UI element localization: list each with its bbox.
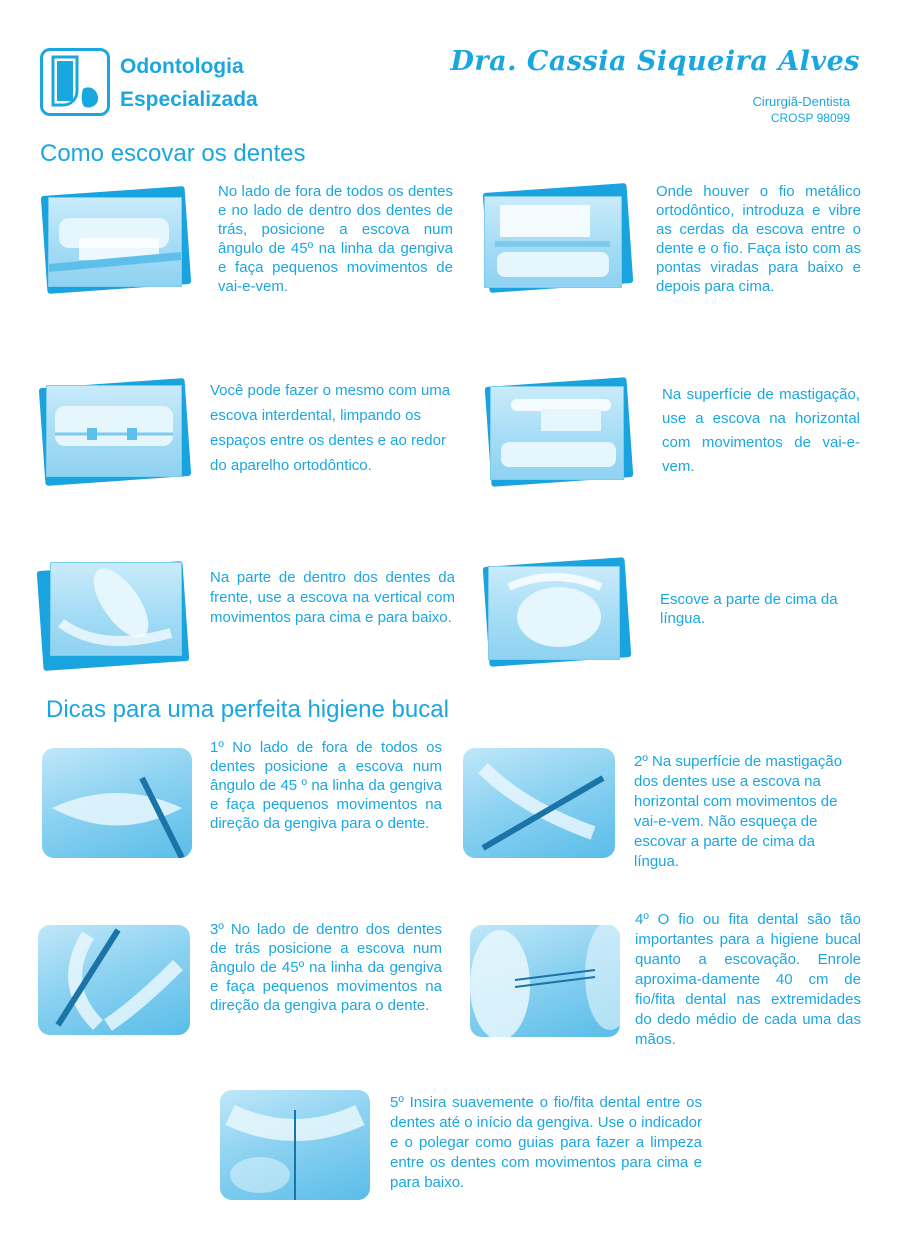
- floss-teeth-illustration: [220, 1090, 370, 1200]
- tip-text-5: 5º Insira suavemente o fio/fita dental entre os dentes até o início da gengiva. Use o indicador e o polegar como guias para fazer a limpeza entre os dentes com movimentos para cima e para baixo.: [390, 1094, 702, 1191]
- inner-teeth-brush-illustration: [38, 925, 190, 1035]
- tip-photo-4: [470, 925, 620, 1037]
- tip-text-2: 2º Na superfície de mastigação dos dentes use a escova na horizontal com movimentos de vai-e-vem. Não esqueça de escovar a parte de cima da língua.: [634, 753, 843, 870]
- teeth-brush-illustration: [49, 198, 181, 286]
- brushing-photo-6: [480, 558, 630, 666]
- section-title-brushing: Como escovar os dentes: [40, 140, 306, 167]
- brushing-photo-4: [484, 378, 634, 486]
- brand-line-2: Especializada: [120, 88, 258, 111]
- tip-text-1: 1º No lado de fora de todos os dentes posicione a escova num ângulo de 45 º na linha da gengiva e faça pequenos movimentos na direção da gengiva para o dente.: [210, 739, 442, 832]
- floss-fingers-illustration: [470, 925, 620, 1037]
- brushing-text-6: Escove a parte de cima da língua.: [660, 591, 838, 627]
- brand-name: [120, 50, 258, 116]
- brushing-text-2: Onde houver o fio metálico ortodôntico, introduza e vibre as cerdas da escova entre o dente e o fio. Faça isto com as pontas viradas para baixo e depois para cima.: [656, 183, 861, 295]
- tip-photo-3: [38, 925, 190, 1035]
- tip-text-3: 3º No lado de dentro dos dentes de trás posicione a escova num ângulo de 45º na linha da gengiva e faça pequenos movimentos na direção da gengiva para o dente.: [210, 921, 442, 1014]
- tip-photo-2: [463, 748, 615, 858]
- brushing-photo-1: [40, 185, 190, 290]
- brushing-text-3: Você pode fazer o mesmo com uma escova interdental, limpando os espaços entre os dentes e ao redor do aparelho ortodôntico.: [210, 382, 451, 474]
- brushing-text-4: Na superfície de mastigação, use a escova na horizontal com movimentos de vai-e-vem.: [662, 386, 860, 475]
- doctor-registration: CROSP 98099: [770, 111, 850, 125]
- tooth-logo-icon: [43, 51, 107, 113]
- tip-photo-5: [220, 1090, 370, 1200]
- chewing-surface-illustration: [491, 387, 623, 479]
- tip-photo-1: [42, 748, 192, 858]
- chewing-brush-illustration: [463, 748, 615, 858]
- braces-brush-illustration: [485, 197, 621, 287]
- tip-text-4: 4º O fio ou fita dental são tão importantes para a higiene bucal quanto a escovação. Enrole aproxima-damente 40 cm de fio/fita dental nas extremidades do dedo médio de cada uma das mãos.: [635, 911, 861, 1048]
- doctor-name: Dra. Cassia Siqueira Alves: [450, 46, 860, 77]
- tongue-brush-illustration: [489, 567, 619, 659]
- section-title-hygiene-tips: Dicas para uma perfeita higiene bucal: [46, 696, 449, 723]
- brushing-photo-2: [480, 184, 632, 294]
- brushing-photo-5: [38, 560, 190, 670]
- smile-brush-illustration: [42, 748, 192, 858]
- brushing-text-5: Na parte de dentro dos dentes da frente, use a escova na vertical com movimentos para cima e para baixo.: [210, 569, 455, 626]
- brushing-photo-3: [40, 375, 192, 483]
- logo: [40, 48, 110, 116]
- brand-line-1: Odontologia: [120, 55, 244, 78]
- interdental-brush-illustration: [47, 386, 181, 476]
- vertical-brush-illustration: [51, 563, 181, 655]
- brushing-text-1: No lado de fora de todos os dentes e no lado de dentro dos dentes de trás, posicione a escova num ângulo de 45º na linha da gengiva e faça pequenos movimentos de vai-e-vem.: [218, 183, 453, 295]
- doctor-role: Cirurgiã-Dentista: [752, 94, 850, 109]
